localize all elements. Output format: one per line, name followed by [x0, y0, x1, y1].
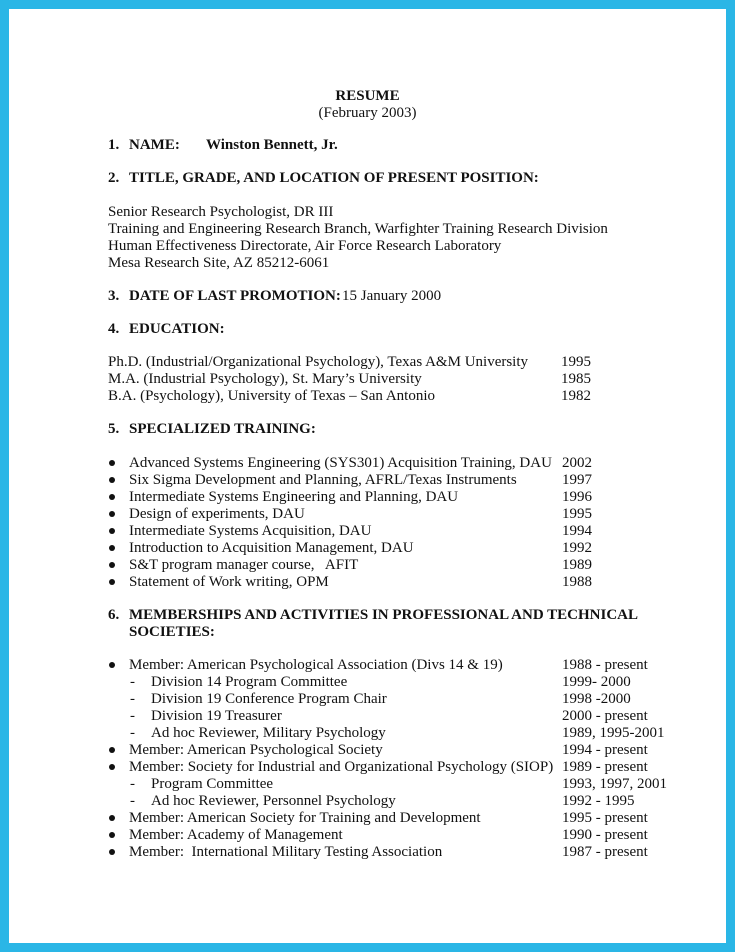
membership-date: 1998 -2000: [562, 691, 631, 707]
membership-subitem: Division 19 Treasurer: [151, 708, 282, 724]
training-item: Statement of Work writing, OPM: [129, 574, 329, 590]
membership-subitem: Division 14 Program Committee: [151, 674, 348, 690]
dash-marker: -: [130, 793, 135, 809]
bullet-icon: [109, 815, 115, 821]
membership-subitem: Ad hoc Reviewer, Personnel Psychology: [151, 793, 396, 809]
section-6-heading: MEMBERSHIPS AND ACTIVITIES IN PROFESSIONAL AND TECHNICAL: [129, 607, 639, 623]
bullet-icon: [109, 511, 115, 517]
resume-date: (February 2003): [318, 105, 417, 121]
bullet-icon: [109, 477, 115, 483]
training-year: 2002: [562, 455, 592, 471]
dash-marker: -: [130, 691, 135, 707]
training-year: 1992: [562, 540, 592, 556]
training-item: S&T program manager course, AFIT: [129, 557, 359, 573]
section-1-number: 1.: [108, 137, 120, 153]
section-3-value: 15 January 2000: [342, 288, 442, 304]
membership-date: 1993, 1997, 2001: [562, 776, 667, 792]
section-2-number: 2.: [108, 170, 120, 186]
training-year: 1994: [562, 523, 592, 539]
education-year: 1985: [561, 371, 591, 387]
section-6-heading-cont: SOCIETIES:: [129, 624, 215, 640]
bullet-icon: [109, 832, 115, 838]
section-1-value: Winston Bennett, Jr.: [206, 137, 338, 153]
section-1-label: NAME:: [129, 137, 180, 153]
membership-subitem: Program Committee: [151, 776, 274, 792]
section-5-heading: SPECIALIZED TRAINING:: [129, 421, 316, 437]
membership-date: 1989, 1995-2001: [562, 725, 665, 741]
section-3-label: DATE OF LAST PROMOTION:: [129, 288, 341, 304]
membership-date: 1992 - 1995: [562, 793, 635, 809]
bullet-icon: [109, 579, 115, 585]
dash-marker: -: [130, 674, 135, 690]
membership-date: 1989 - present: [562, 759, 648, 775]
education-degree: Ph.D. (Industrial/Organizational Psychology), Texas A&M University: [108, 354, 529, 370]
bullet-icon: [109, 528, 115, 534]
membership-item: Member: Academy of Management: [129, 827, 343, 843]
resume-page: [9, 9, 726, 943]
section-4-heading: EDUCATION:: [129, 321, 225, 337]
membership-date: 1990 - present: [562, 827, 648, 843]
dash-marker: -: [130, 708, 135, 724]
bullet-icon: [109, 849, 115, 855]
membership-date: 2000 - present: [562, 708, 648, 724]
membership-item: Member: International Military Testing Association: [129, 844, 443, 860]
membership-subitem: Ad hoc Reviewer, Military Psychology: [151, 725, 386, 741]
bullet-icon: [109, 494, 115, 500]
training-item: Design of experiments, DAU: [129, 506, 305, 522]
bullet-icon: [109, 662, 115, 668]
training-item: Introduction to Acquisition Management, DAU: [129, 540, 414, 556]
membership-date: 1988 - present: [562, 657, 648, 673]
training-year: 1996: [562, 489, 592, 505]
membership-date: 1987 - present: [562, 844, 648, 860]
training-year: 1995: [562, 506, 592, 522]
resume-title: RESUME: [335, 88, 400, 104]
training-year: 1997: [562, 472, 592, 488]
position-line: Senior Research Psychologist, DR III: [108, 204, 334, 220]
bullet-icon: [109, 562, 115, 568]
membership-item: Member: American Psychological Society: [129, 742, 383, 758]
section-5-number: 5.: [108, 421, 120, 437]
membership-item: Member: Society for Industrial and Organizational Psychology (SIOP): [129, 759, 554, 775]
education-year: 1995: [561, 354, 591, 370]
bullet-icon: [109, 460, 115, 466]
section-2-heading: TITLE, GRADE, AND LOCATION OF PRESENT POSITION:: [129, 170, 539, 186]
membership-subitem: Division 19 Conference Program Chair: [151, 691, 387, 707]
position-line: Training and Engineering Research Branch, Warfighter Training Research Division: [108, 221, 608, 237]
dash-marker: -: [130, 725, 135, 741]
membership-date: 1994 - present: [562, 742, 648, 758]
membership-date: 1995 - present: [562, 810, 648, 826]
training-item: Intermediate Systems Acquisition, DAU: [129, 523, 372, 539]
education-degree: M.A. (Industrial Psychology), St. Mary’s University: [108, 371, 422, 387]
training-item: Advanced Systems Engineering (SYS301) Acquisition Training, DAU: [129, 455, 552, 471]
bullet-icon: [109, 747, 115, 753]
training-year: 1988: [562, 574, 592, 590]
membership-item: Member: American Society for Training and Development: [129, 810, 481, 826]
bullet-icon: [109, 545, 115, 551]
dash-marker: -: [130, 776, 135, 792]
position-line: Human Effectiveness Directorate, Air Force Research Laboratory: [108, 238, 502, 254]
training-item: Six Sigma Development and Planning, AFRL/Texas Instruments: [129, 472, 517, 488]
training-item: Intermediate Systems Engineering and Planning, DAU: [129, 489, 459, 505]
education-degree: B.A. (Psychology), University of Texas – San Antonio: [108, 388, 435, 404]
training-year: 1989: [562, 557, 592, 573]
membership-date: 1999- 2000: [562, 674, 631, 690]
education-year: 1982: [561, 388, 591, 404]
membership-item: Member: American Psychological Association (Divs 14 & 19): [129, 657, 503, 673]
bullet-icon: [109, 764, 115, 770]
section-4-number: 4.: [108, 321, 120, 337]
position-line: Mesa Research Site, AZ 85212-6061: [108, 255, 330, 271]
section-3-number: 3.: [108, 288, 120, 304]
section-6-number: 6.: [108, 607, 120, 623]
